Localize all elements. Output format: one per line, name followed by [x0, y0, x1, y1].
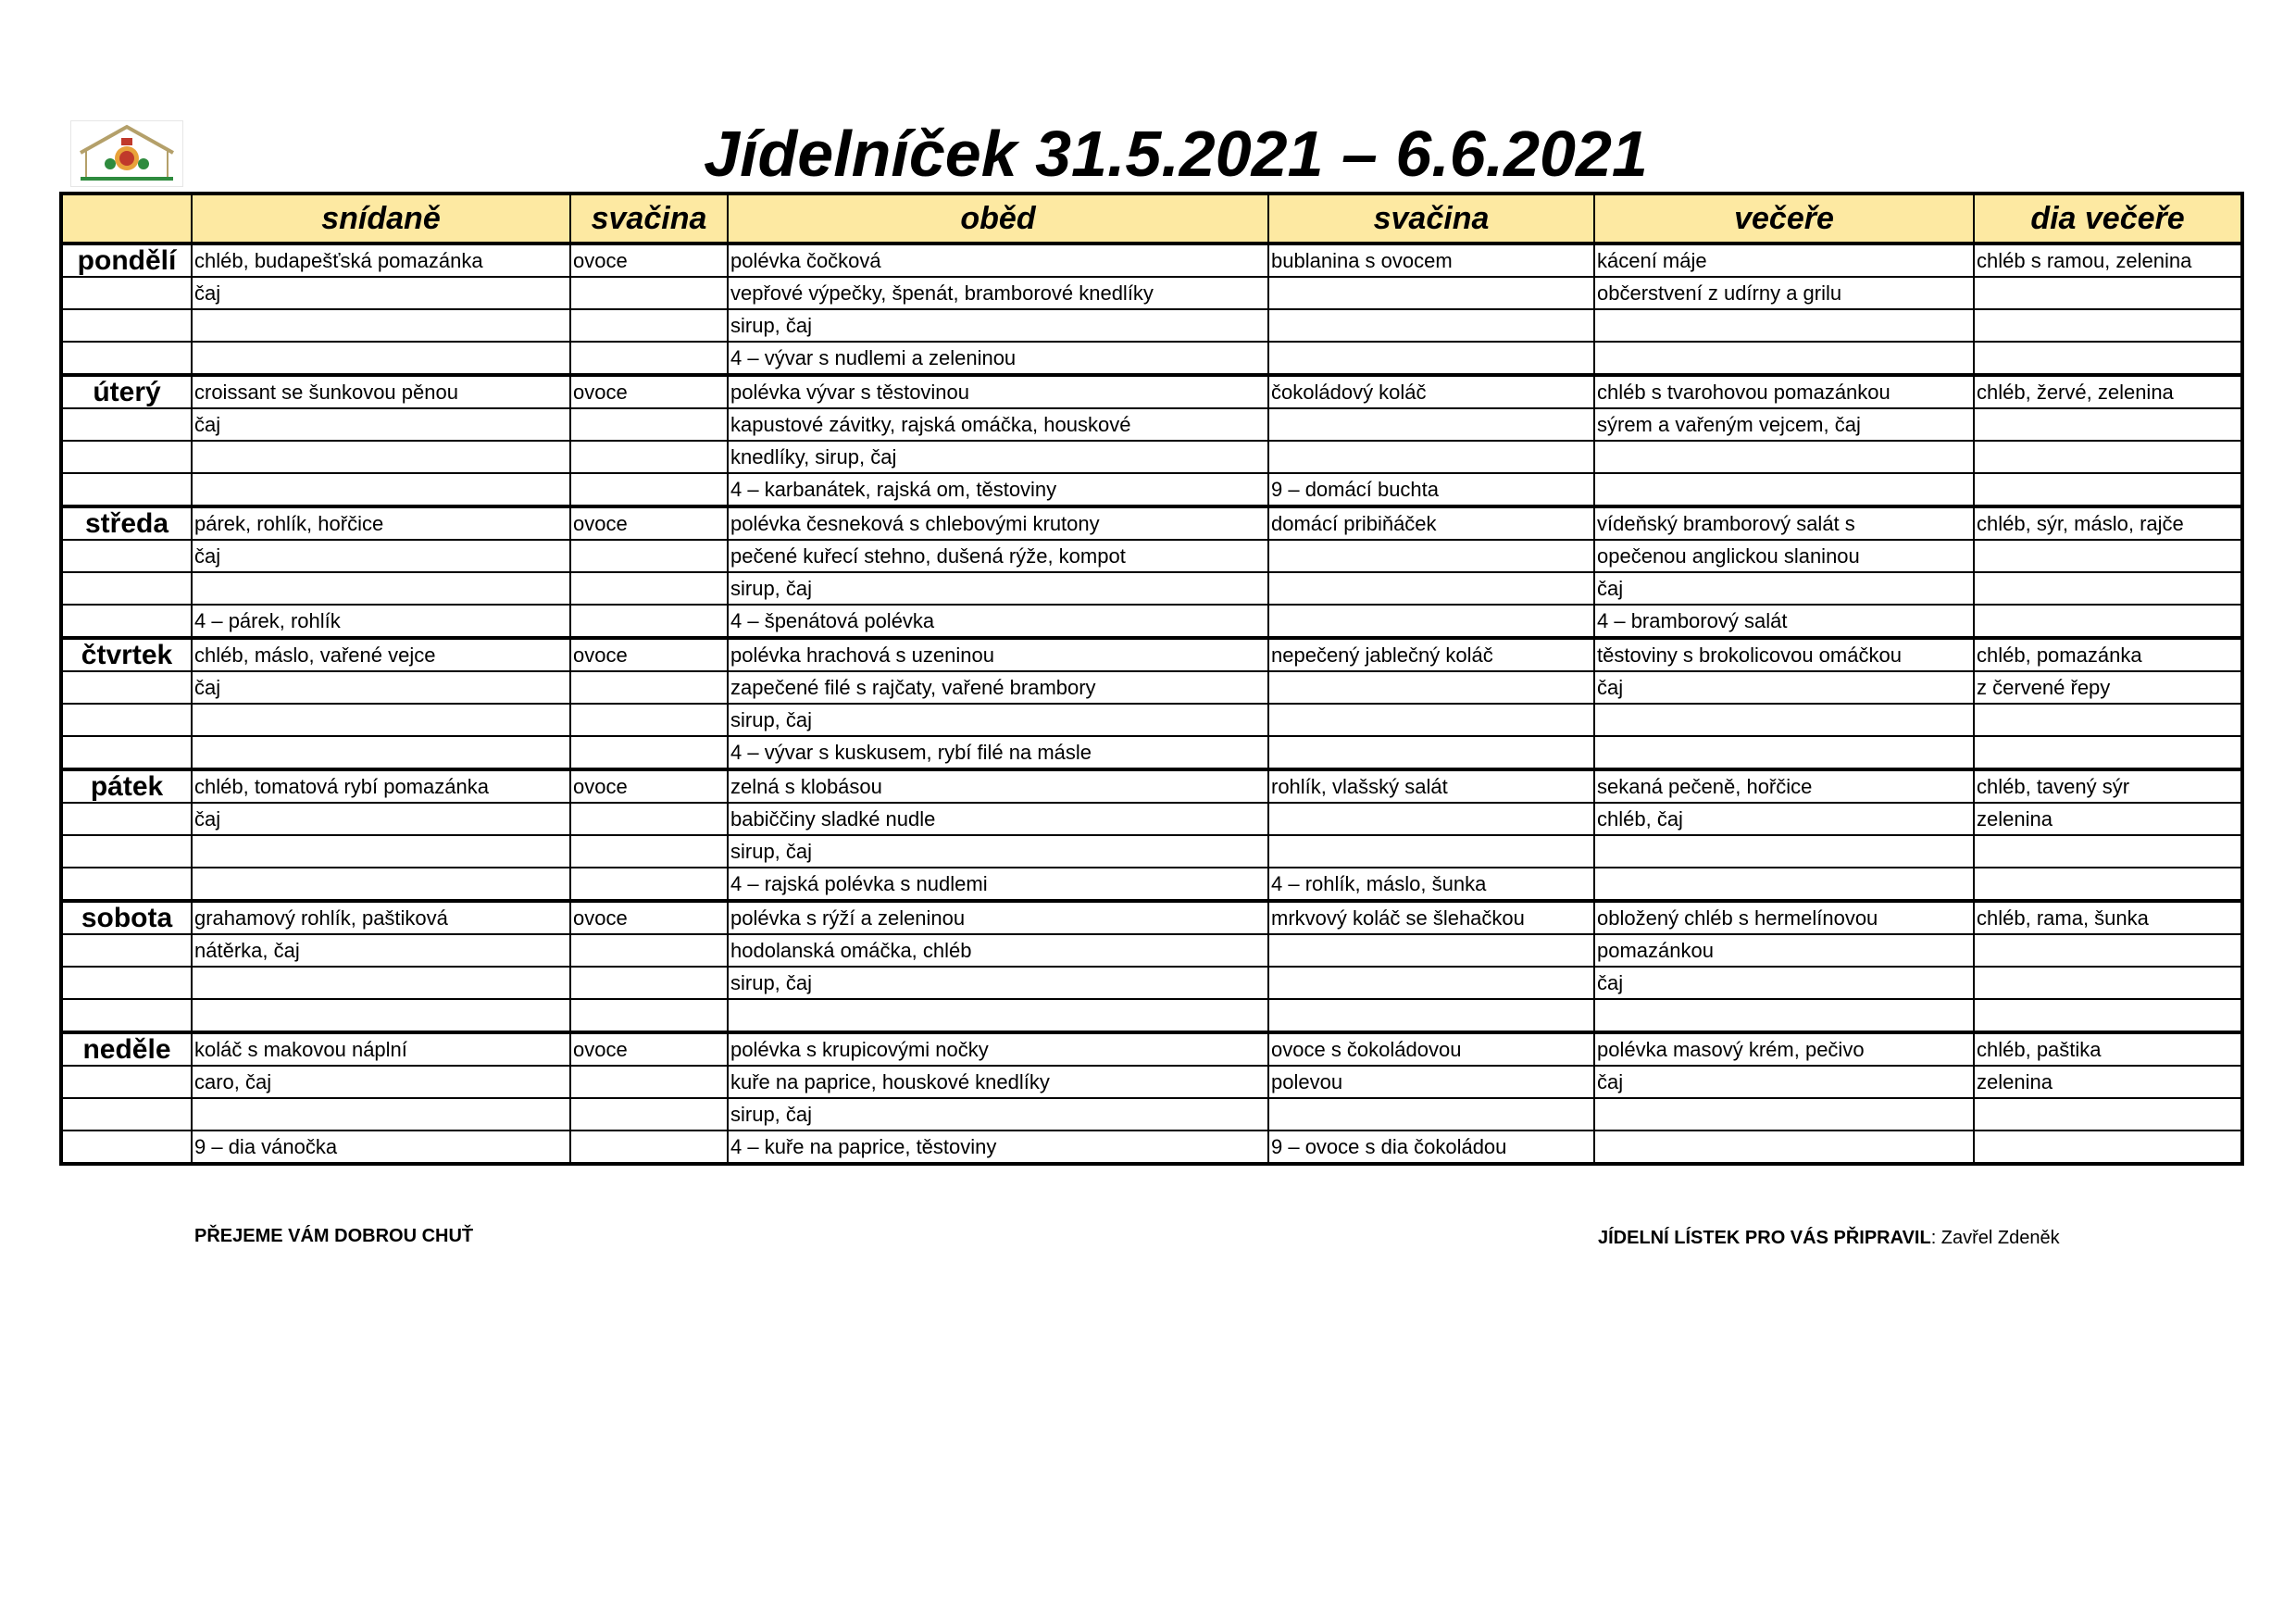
- menu-cell: [570, 441, 728, 473]
- menu-cell: [192, 309, 570, 342]
- menu-cell: polevou: [1268, 1066, 1594, 1098]
- menu-cell: chléb, pomazánka: [1974, 638, 2242, 671]
- menu-cell: sirup, čaj: [728, 1098, 1268, 1131]
- menu-cell: čaj: [1594, 967, 1974, 999]
- header-svacina-morning: svačina: [570, 194, 728, 244]
- table-row: [61, 1098, 2242, 1131]
- day-label: úterý: [61, 375, 192, 408]
- table-row: [61, 1066, 2242, 1098]
- menu-cell: [570, 967, 728, 999]
- table-row: [61, 704, 2242, 736]
- day-cell-empty: [61, 999, 192, 1032]
- day-cell-empty: [61, 572, 192, 605]
- menu-cell: [1974, 999, 2242, 1032]
- menu-cell: čaj: [1594, 1066, 1974, 1098]
- menu-cell: 4 – rohlík, máslo, šunka: [1268, 868, 1594, 901]
- menu-cell: [570, 1066, 728, 1098]
- menu-cell: [570, 342, 728, 375]
- day-label: pátek: [61, 769, 192, 803]
- menu-cell: vepřové výpečky, špenát, bramborové knedlíky: [728, 277, 1268, 309]
- menu-cell: [192, 704, 570, 736]
- menu-cell: obložený chléb s hermelínovou: [1594, 901, 1974, 934]
- menu-cell: caro, čaj: [192, 1066, 570, 1098]
- day-cell-empty: [61, 736, 192, 769]
- menu-cell: ovoce: [570, 1032, 728, 1066]
- menu-cell: [192, 736, 570, 769]
- menu-cell: [1268, 408, 1594, 441]
- menu-cell: čaj: [192, 277, 570, 309]
- menu-cell: 9 – ovoce s dia čokoládou: [1268, 1131, 1594, 1164]
- menu-cell: čaj: [1594, 671, 1974, 704]
- table-row: [61, 934, 2242, 967]
- menu-cell: párek, rohlík, hořčice: [192, 506, 570, 540]
- day-cell-empty: [61, 605, 192, 638]
- table-row: [61, 473, 2242, 506]
- menu-cell: čaj: [192, 408, 570, 441]
- menu-cell: [570, 671, 728, 704]
- day-cell-empty: [61, 1131, 192, 1164]
- menu-cell: 9 – domácí buchta: [1268, 473, 1594, 506]
- menu-cell: zelenina: [1974, 1066, 2242, 1098]
- table-row: [61, 999, 2242, 1032]
- header-obed: oběd: [728, 194, 1268, 244]
- day-label: neděle: [61, 1032, 192, 1066]
- table-row: [61, 967, 2242, 999]
- day-cell-empty: [61, 540, 192, 572]
- menu-cell: [570, 408, 728, 441]
- menu-cell: chléb, tomatová rybí pomazánka: [192, 769, 570, 803]
- menu-cell: [1974, 835, 2242, 868]
- footer-author: [1598, 1228, 2060, 1249]
- menu-cell: [570, 540, 728, 572]
- day-cell-empty: [61, 309, 192, 342]
- day-cell-empty: [61, 934, 192, 967]
- menu-cell: 4 – párek, rohlík: [192, 605, 570, 638]
- menu-cell: vídeňský bramborový salát s: [1594, 506, 1974, 540]
- menu-cell: chléb s ramou, zelenina: [1974, 244, 2242, 277]
- menu-cell: [570, 572, 728, 605]
- day-cell-empty: [61, 473, 192, 506]
- menu-cell: [192, 835, 570, 868]
- menu-cell: [1594, 868, 1974, 901]
- menu-cell: [570, 1131, 728, 1164]
- menu-cell: [570, 934, 728, 967]
- menu-cell: [1268, 704, 1594, 736]
- menu-cell: [1974, 540, 2242, 572]
- menu-cell: [1594, 704, 1974, 736]
- table-row: [61, 277, 2242, 309]
- menu-cell: ovoce: [570, 638, 728, 671]
- menu-cell: [1974, 1131, 2242, 1164]
- menu-cell: ovoce: [570, 901, 728, 934]
- menu-cell: [1594, 736, 1974, 769]
- menu-cell: kapustové závitky, rajská omáčka, houskové: [728, 408, 1268, 441]
- menu-cell: [570, 605, 728, 638]
- table-row: [61, 540, 2242, 572]
- menu-cell: [192, 967, 570, 999]
- menu-cell: [1594, 441, 1974, 473]
- table-row: [61, 638, 2242, 671]
- menu-cell: [1268, 309, 1594, 342]
- menu-cell: [1268, 736, 1594, 769]
- menu-table: [59, 192, 2244, 1166]
- menu-cell: [1974, 441, 2242, 473]
- day-cell-empty: [61, 408, 192, 441]
- menu-cell: [1974, 868, 2242, 901]
- day-cell-empty: [61, 342, 192, 375]
- menu-cell: sirup, čaj: [728, 704, 1268, 736]
- menu-cell: polévka s krupicovými nočky: [728, 1032, 1268, 1066]
- day-cell-empty: [61, 671, 192, 704]
- menu-cell: bublanina s ovocem: [1268, 244, 1594, 277]
- menu-cell: [192, 868, 570, 901]
- menu-cell: [1974, 277, 2242, 309]
- menu-cell: [570, 277, 728, 309]
- table-row: [61, 506, 2242, 540]
- header-svacina-afternoon: svačina: [1268, 194, 1594, 244]
- menu-cell: sirup, čaj: [728, 967, 1268, 999]
- menu-cell: ovoce s čokoládovou: [1268, 1032, 1594, 1066]
- menu-body: [61, 244, 2242, 1164]
- menu-cell: [1268, 671, 1594, 704]
- header-dia-vecere: dia večeře: [1974, 194, 2242, 244]
- menu-cell: knedlíky, sirup, čaj: [728, 441, 1268, 473]
- table-row: [61, 605, 2242, 638]
- menu-cell: těstoviny s brokolicovou omáčkou: [1594, 638, 1974, 671]
- day-label: pondělí: [61, 244, 192, 277]
- menu-cell: [570, 868, 728, 901]
- menu-cell: [570, 1098, 728, 1131]
- table-row: [61, 342, 2242, 375]
- menu-cell: rohlík, vlašský salát: [1268, 769, 1594, 803]
- header-vecere: večeře: [1594, 194, 1974, 244]
- day-label: sobota: [61, 901, 192, 934]
- menu-cell: kácení máje: [1594, 244, 1974, 277]
- menu-cell: [728, 999, 1268, 1032]
- day-cell-empty: [61, 868, 192, 901]
- table-row: [61, 736, 2242, 769]
- day-cell-empty: [61, 967, 192, 999]
- menu-cell: sekaná pečeně, hořčice: [1594, 769, 1974, 803]
- menu-cell: ovoce: [570, 769, 728, 803]
- footer-author-label: JÍDELNÍ LÍSTEK PRO VÁS PŘIPRAVIL: [1598, 1228, 1931, 1248]
- table-row: [61, 572, 2242, 605]
- menu-cell: domácí pribiňáček: [1268, 506, 1594, 540]
- menu-cell: [1268, 934, 1594, 967]
- menu-cell: polévka s rýží a zeleninou: [728, 901, 1268, 934]
- day-cell-empty: [61, 803, 192, 835]
- menu-cell: čaj: [192, 671, 570, 704]
- menu-cell: [1594, 999, 1974, 1032]
- menu-cell: 4 – bramborový salát: [1594, 605, 1974, 638]
- menu-cell: chléb s tvarohovou pomazánkou: [1594, 375, 1974, 408]
- day-cell-empty: [61, 441, 192, 473]
- menu-cell: polévka čočková: [728, 244, 1268, 277]
- menu-cell: chléb, máslo, vařené vejce: [192, 638, 570, 671]
- menu-cell: [1268, 277, 1594, 309]
- menu-cell: grahamový rohlík, paštiková: [192, 901, 570, 934]
- menu-cell: zapečené filé s rajčaty, vařené brambory: [728, 671, 1268, 704]
- menu-cell: [192, 473, 570, 506]
- table-row: [61, 868, 2242, 901]
- page-title: Jídelníček 31.5.2021 – 6.6.2021: [704, 118, 1648, 190]
- menu-cell: polévka masový krém, pečivo: [1594, 1032, 1974, 1066]
- menu-cell: sirup, čaj: [728, 309, 1268, 342]
- menu-cell: pečené kuřecí stehno, dušená rýže, kompot: [728, 540, 1268, 572]
- header-snidane: snídaně: [192, 194, 570, 244]
- day-cell-empty: [61, 1066, 192, 1098]
- menu-cell: polévka hrachová s uzeninou: [728, 638, 1268, 671]
- table-row: [61, 671, 2242, 704]
- menu-cell: [1974, 967, 2242, 999]
- table-row: [61, 803, 2242, 835]
- menu-cell: [1974, 605, 2242, 638]
- menu-cell: z červené řepy: [1974, 671, 2242, 704]
- menu-cell: [1974, 736, 2242, 769]
- menu-cell: chléb, tavený sýr: [1974, 769, 2242, 803]
- menu-cell: chléb, žervé, zelenina: [1974, 375, 2242, 408]
- footer-greeting: PŘEJEME VÁM DOBROU CHUŤ: [194, 1226, 474, 1246]
- menu-cell: [1268, 441, 1594, 473]
- menu-cell: polévka vývar s těstovinou: [728, 375, 1268, 408]
- menu-cell: [192, 441, 570, 473]
- menu-cell: [570, 999, 728, 1032]
- day-label: středa: [61, 506, 192, 540]
- menu-cell: sirup, čaj: [728, 835, 1268, 868]
- menu-cell: [192, 999, 570, 1032]
- menu-cell: [1974, 309, 2242, 342]
- menu-cell: 4 – vývar s nudlemi a zeleninou: [728, 342, 1268, 375]
- menu-cell: zelná s klobásou: [728, 769, 1268, 803]
- menu-cell: kuře na paprice, houskové knedlíky: [728, 1066, 1268, 1098]
- table-row: [61, 441, 2242, 473]
- menu-cell: opečenou anglickou slaninou: [1594, 540, 1974, 572]
- day-cell-empty: [61, 704, 192, 736]
- menu-cell: [192, 572, 570, 605]
- menu-cell: čokoládový koláč: [1268, 375, 1594, 408]
- menu-cell: chléb, čaj: [1594, 803, 1974, 835]
- menu-cell: čaj: [1594, 572, 1974, 605]
- menu-cell: koláč s makovou náplní: [192, 1032, 570, 1066]
- menu-cell: [1974, 342, 2242, 375]
- menu-cell: občerstvení z udírny a grilu: [1594, 277, 1974, 309]
- menu-cell: [1594, 1131, 1974, 1164]
- menu-cell: [570, 803, 728, 835]
- menu-cell: [1594, 835, 1974, 868]
- menu-cell: [570, 704, 728, 736]
- menu-cell: chléb, paštika: [1974, 1032, 2242, 1066]
- menu-cell: [192, 1098, 570, 1131]
- day-cell-empty: [61, 1098, 192, 1131]
- menu-cell: [1594, 309, 1974, 342]
- menu-cell: [1268, 540, 1594, 572]
- table-row: [61, 1131, 2242, 1164]
- menu-cell: [1974, 1098, 2242, 1131]
- menu-cell: chléb, sýr, máslo, rajče: [1974, 506, 2242, 540]
- menu-cell: [1974, 934, 2242, 967]
- menu-cell: [1974, 408, 2242, 441]
- menu-cell: [570, 835, 728, 868]
- menu-cell: ovoce: [570, 506, 728, 540]
- menu-cell: [1594, 342, 1974, 375]
- menu-cell: [570, 473, 728, 506]
- table-row: [61, 769, 2242, 803]
- menu-cell: chléb, budapešťská pomazánka: [192, 244, 570, 277]
- menu-cell: [1268, 803, 1594, 835]
- table-row: [61, 1032, 2242, 1066]
- menu-cell: croissant se šunkovou pěnou: [192, 375, 570, 408]
- day-cell-empty: [61, 835, 192, 868]
- menu-cell: [1974, 473, 2242, 506]
- menu-cell: sýrem a vařeným vejcem, čaj: [1594, 408, 1974, 441]
- menu-cell: 4 – kuře na paprice, těstoviny: [728, 1131, 1268, 1164]
- menu-cell: ovoce: [570, 375, 728, 408]
- menu-cell: [1974, 572, 2242, 605]
- menu-cell: polévka česneková s chlebovými krutony: [728, 506, 1268, 540]
- menu-cell: [1594, 1098, 1974, 1131]
- menu-cell: mrkvový koláč se šlehačkou: [1268, 901, 1594, 934]
- day-cell-empty: [61, 277, 192, 309]
- menu-cell: [1268, 999, 1594, 1032]
- menu-cell: sirup, čaj: [728, 572, 1268, 605]
- menu-cell: [1974, 704, 2242, 736]
- table-row: [61, 375, 2242, 408]
- menu-cell: [1268, 342, 1594, 375]
- menu-cell: [570, 309, 728, 342]
- menu-cell: [1268, 572, 1594, 605]
- menu-cell: nepečený jablečný koláč: [1268, 638, 1594, 671]
- menu-cell: hodolanská omáčka, chléb: [728, 934, 1268, 967]
- day-label: čtvrtek: [61, 638, 192, 671]
- menu-cell: [1268, 835, 1594, 868]
- menu-cell: [1268, 605, 1594, 638]
- menu-cell: 4 – vývar s kuskusem, rybí filé na másle: [728, 736, 1268, 769]
- menu-cell: chléb, rama, šunka: [1974, 901, 2242, 934]
- footer-author-name: : Zavřel Zdeněk: [1930, 1228, 2060, 1248]
- header-day: [61, 194, 192, 244]
- menu-cell: zelenina: [1974, 803, 2242, 835]
- menu-cell: nátěrka, čaj: [192, 934, 570, 967]
- header-row: [61, 194, 2242, 244]
- menu-cell: 9 – dia vánočka: [192, 1131, 570, 1164]
- menu-cell: 4 – špenátová polévka: [728, 605, 1268, 638]
- menu-cell: 4 – karbanátek, rajská om, těstoviny: [728, 473, 1268, 506]
- table-row: [61, 408, 2242, 441]
- menu-cell: [1594, 473, 1974, 506]
- table-row: [61, 309, 2242, 342]
- menu-cell: 4 – rajská polévka s nudlemi: [728, 868, 1268, 901]
- menu-cell: [1268, 967, 1594, 999]
- menu-cell: [570, 736, 728, 769]
- table-row: [61, 244, 2242, 277]
- table-row: [61, 835, 2242, 868]
- menu-cell: pomazánkou: [1594, 934, 1974, 967]
- menu-cell: [1268, 1098, 1594, 1131]
- menu-cell: [192, 342, 570, 375]
- menu-cell: babiččiny sladké nudle: [728, 803, 1268, 835]
- table-row: [61, 901, 2242, 934]
- menu-cell: čaj: [192, 540, 570, 572]
- menu-cell: ovoce: [570, 244, 728, 277]
- menu-cell: čaj: [192, 803, 570, 835]
